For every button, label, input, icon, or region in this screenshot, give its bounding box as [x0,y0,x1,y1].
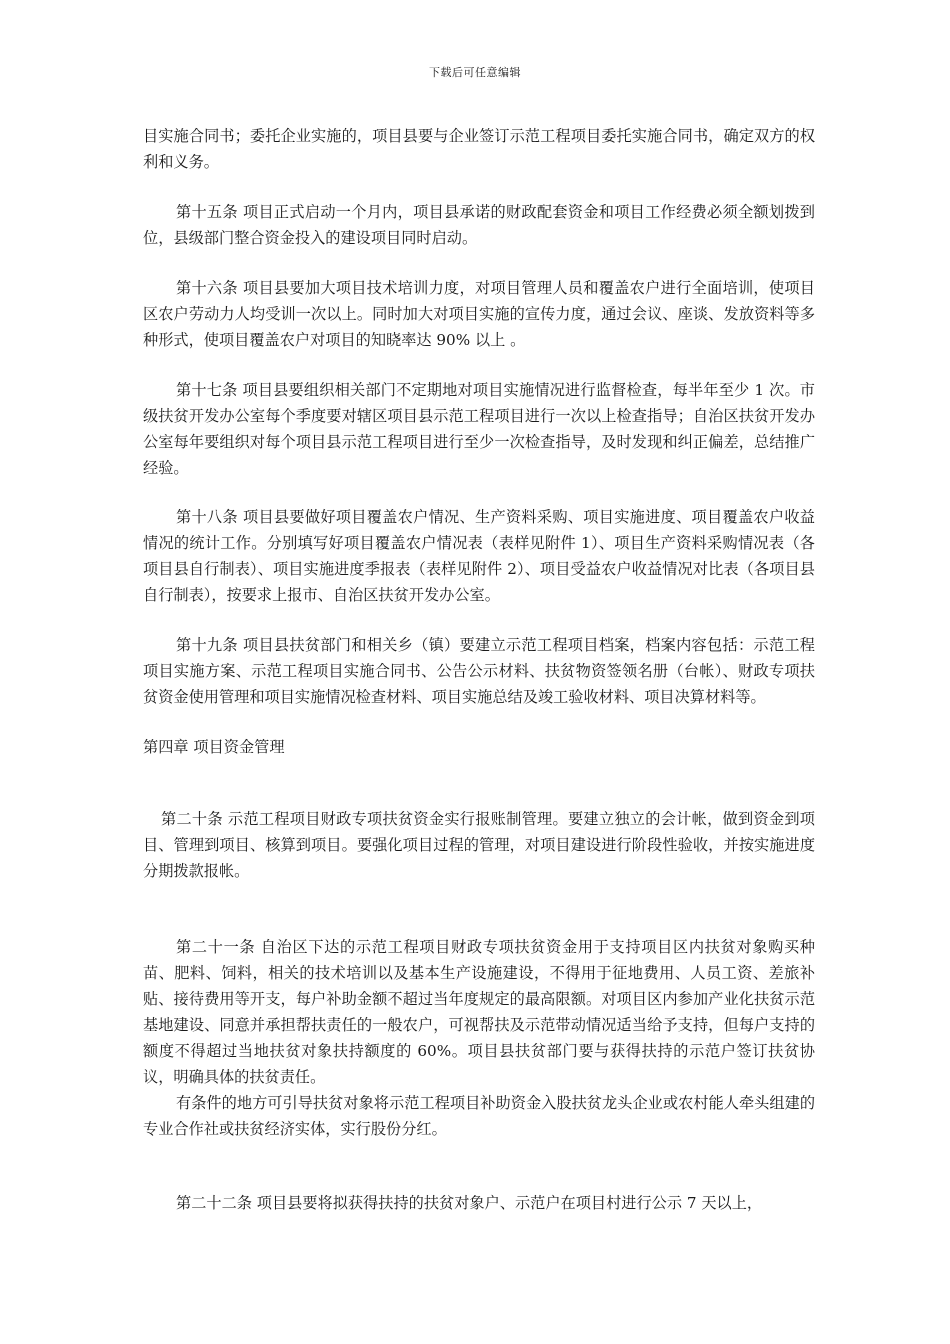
article-17: 第十七条 项目县要组织相关部门不定期地对项目实施情况进行监督检查，每半年至少 1 次。市级扶贫开发办公室每个季度要对辖区项目县示范工程项目进行一次以上检查指导；自治区扶贫开发办公室每年要组织对每个项目县示范工程项目进行至少一次检查指导，及时发现和纠正偏差，总结推广经验。 [143,381,815,477]
article-18: 第十八条 项目县要做好项目覆盖农户情况、生产资料采购、项目实施进度、项目覆盖农户收益情况的统计工作。分别填写好项目覆盖农户情况表（表样见附件 1）、项目生产资料采购情况表（各项目县自行制表）、项目实施进度季报表（表样见附件 2）、项目受益农户收益情况对比表（各项目县自行制表），按要求上报市、自治区扶贫开发办公室。 [143,508,815,604]
article-15: 第十五条 项目正式启动一个月内，项目县承诺的财政配套资金和项目工作经费必须全额划拨到位，县级部门整合资金投入的建设项目同时启动。 [143,203,815,247]
article-20: 第二十条 示范工程项目财政专项扶贫资金实行报账制管理。要建立独立的会计帐，做到资金到项目、管理到项目、核算到项目。要强化项目过程的管理，对项目建设进行阶段性验收，并按实施进度分期拨款报帐。 [143,810,815,880]
article-22: 第二十二条 项目县要将拟获得扶持的扶贫对象户、示范户在项目村进行公示 7 天以上， [176,1194,763,1212]
paragraph-continuation: 目实施合同书；委托企业实施的，项目县要与企业签订示范工程项目委托实施合同书，确定双方的权利和义务。 [143,127,815,171]
article-16: 第十六条 项目县要加大项目技术培训力度，对项目管理人员和覆盖农户进行全面培训，使项目区农户劳动力人均受训一次以上。同时加大对项目实施的宣传力度，通过会议、座谈、发放资料等多种形式，使项目覆盖农户对项目的知晓率达 90% 以上 。 [143,279,815,349]
chapter-4-heading: 第四章 项目资金管理 [143,738,285,756]
article-21-supplement: 有条件的地方可引导扶贫对象将示范工程项目补助资金入股扶贫龙头企业或农村能人牵头组建的专业合作社或扶贫经济实体，实行股份分红。 [143,1094,815,1138]
article-19: 第十九条 项目县扶贫部门和相关乡（镇）要建立示范工程项目档案，档案内容包括：示范工程项目实施方案、示范工程项目实施合同书、公告公示材料、扶贫物资签领名册（台帐）、财政专项扶贫资金使用管理和项目实施情况检查材料、项目实施总结及竣工验收材料、项目决算材料等。 [143,636,815,706]
document-body [143,123,815,1216]
page-header: 下载后可任意编辑 [429,66,521,79]
article-21: 第二十一条 自治区下达的示范工程项目财政专项扶贫资金用于支持项目区内扶贫对象购买种苗、肥料、饲料，相关的技术培训以及基本生产设施建设，不得用于征地费用、人员工资、差旅补贴、接待费用等开支，每户补助金额不超过当年度规定的最高限额。对项目区内参加产业化扶贫示范基地建设、同意并承担帮扶责任的一般农户，可视帮扶及示范带动情况适当给予支持，但每户支持的额度不得超过当地扶贫对象扶持额度的 60%。项目县扶贫部门要与获得扶持的示范户签订扶贫协议，明确具体的扶贫责任。 [143,938,815,1086]
